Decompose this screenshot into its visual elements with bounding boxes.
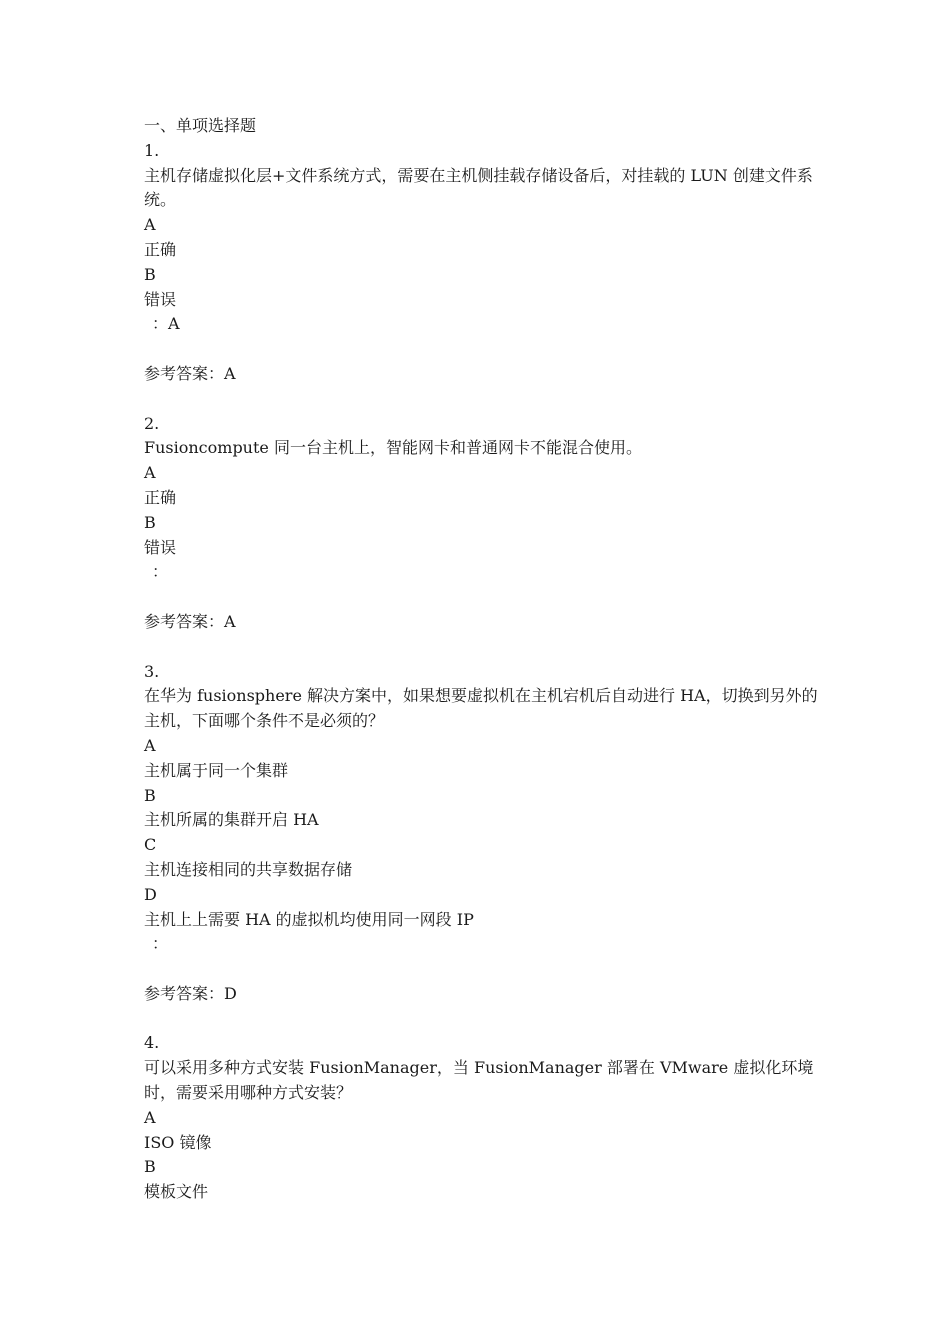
option-text: 正确	[144, 487, 177, 507]
option-text: 正确	[144, 239, 177, 259]
question-stem: 可以采用多种方式安装 FusionManager，当 FusionManager 部署在 VMware 虚拟化环境时，需要采用哪种方式安装？	[144, 1058, 814, 1103]
question-number: 3.	[144, 661, 160, 681]
response-value: ：	[152, 562, 169, 582]
option-letter: A	[144, 1107, 156, 1127]
option-text: 错误	[144, 289, 177, 309]
option-text: 主机属于同一个集群	[144, 760, 289, 780]
option-letter: B	[144, 512, 156, 532]
option-text: 主机所属的集群开启 HA	[144, 810, 319, 830]
option-letter: C	[144, 835, 157, 855]
question-number: 4.	[144, 1033, 160, 1053]
question-number: 2.	[144, 413, 160, 433]
question-stem: 在华为 fusionsphere 解决方案中，如果想要虚拟机在主机宕机后自动进行 HA，切换到另外的主机，下面哪个条件不是必须的？	[144, 686, 818, 731]
section-title: 一、单项选择题	[144, 116, 257, 135]
option-letter: D	[144, 884, 157, 904]
question-3	[144, 660, 824, 1032]
question-1	[144, 139, 824, 412]
option-letter: B	[144, 264, 156, 284]
question-stem: Fusioncompute 同一台主机上，智能网卡和普通网卡不能混合使用。	[144, 438, 642, 458]
reference-answer: 参考答案：D	[144, 983, 237, 1003]
option-text: 模板文件	[144, 1182, 209, 1202]
response-value: ：	[152, 934, 169, 954]
reference-answer: 参考答案：A	[144, 611, 236, 631]
question-4	[144, 1031, 824, 1205]
question-2	[144, 412, 824, 660]
reference-answer: 参考答案：A	[144, 363, 236, 383]
option-letter: B	[144, 785, 156, 805]
option-letter: A	[144, 463, 156, 483]
option-letter: A	[144, 215, 156, 235]
option-text: 主机上上需要 HA 的虚拟机均使用同一网段 IP	[144, 909, 474, 929]
response-value: ：A	[152, 314, 180, 334]
option-text: 主机连接相同的共享数据存储	[144, 859, 353, 879]
option-letter: A	[144, 735, 156, 755]
option-text: 错误	[144, 537, 177, 557]
document-page	[144, 114, 824, 1205]
option-text: ISO 镜像	[144, 1132, 212, 1152]
question-number: 1.	[144, 140, 160, 160]
option-letter: B	[144, 1157, 156, 1177]
question-stem: 主机存储虚拟化层+文件系统方式，需要在主机侧挂载存储设备后，对挂载的 LUN 创建文件系统。	[144, 165, 813, 210]
